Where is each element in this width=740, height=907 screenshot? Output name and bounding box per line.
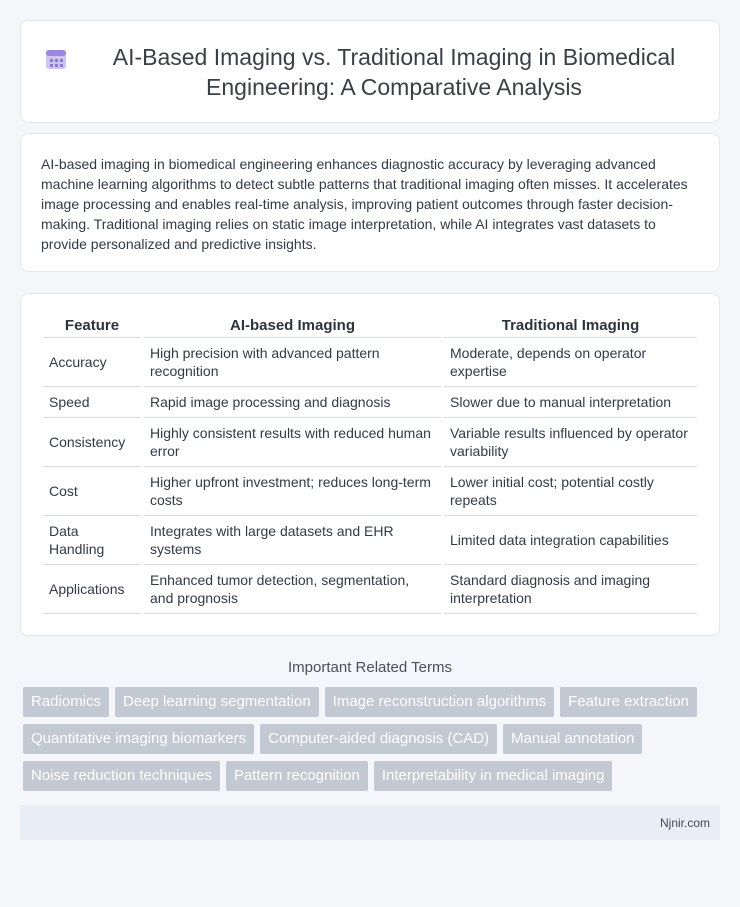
traditional-cell: Standard diagnosis and imaging interpretation <box>444 565 697 614</box>
feature-cell: Data Handling <box>43 516 141 565</box>
table-row <box>43 387 697 418</box>
table-row <box>43 418 697 467</box>
footer-site-link[interactable]: Njnir.com <box>659 815 710 830</box>
traditional-cell: Variable results influenced by operator variability <box>444 418 697 467</box>
term-tag[interactable]: Interpretability in medical imaging <box>374 761 613 791</box>
term-tag[interactable]: Pattern recognition <box>226 761 368 791</box>
feature-cell: Applications <box>43 565 141 614</box>
term-tag[interactable]: Quantitative imaging biomarkers <box>23 724 254 754</box>
related-terms-list <box>20 687 720 791</box>
traditional-cell: Lower initial cost; potential costly repeats <box>444 467 697 516</box>
ai-cell: Higher upfront investment; reduces long-term costs <box>144 467 441 516</box>
page-title: AI-Based Imaging vs. Traditional Imaging in Biomedical Engineering: A Comparative Analysis <box>112 43 676 100</box>
table-row <box>43 467 697 516</box>
traditional-cell: Limited data integration capabilities <box>444 516 697 565</box>
ai-cell: High precision with advanced pattern recognition <box>144 338 441 387</box>
ai-cell: Enhanced tumor detection, segmentation, and prognosis <box>144 565 441 614</box>
term-tag[interactable]: Manual annotation <box>503 724 642 754</box>
traditional-cell: Slower due to manual interpretation <box>444 387 697 418</box>
term-tag[interactable]: Radiomics <box>23 687 109 717</box>
calendar-icon <box>45 48 67 70</box>
term-tag[interactable]: Noise reduction techniques <box>23 761 220 791</box>
header-feature: Feature <box>43 316 141 338</box>
comparison-table-card <box>20 293 720 636</box>
table-row <box>43 516 697 565</box>
table-row <box>43 565 697 614</box>
ai-cell: Integrates with large datasets and EHR systems <box>144 516 441 565</box>
term-tag[interactable]: Feature extraction <box>560 687 697 717</box>
comparison-table <box>40 316 700 614</box>
ai-cell: Highly consistent results with reduced human error <box>144 418 441 467</box>
intro-card <box>20 133 720 272</box>
feature-cell: Consistency <box>43 418 141 467</box>
term-tag[interactable]: Image reconstruction algorithms <box>325 687 554 717</box>
intro-paragraph: AI-based imaging in biomedical engineering enhances diagnostic accuracy by leveraging advanced machine learning algorithms to detect subtle patterns that traditional imaging often misses. It accelerates image processing and enables real-time analysis, improving patient outcomes through faster decision-making. Traditional imaging relies on static image interpretation, while AI integrates vast datasets to provide personalized and predictive insights. <box>41 156 688 252</box>
header-traditional-imaging: Traditional Imaging <box>444 316 697 338</box>
traditional-cell: Moderate, depends on operator expertise <box>444 338 697 387</box>
header-ai-imaging: AI-based Imaging <box>144 316 441 338</box>
title-card <box>20 20 720 123</box>
table-row <box>43 338 697 387</box>
feature-cell: Speed <box>43 387 141 418</box>
ai-cell: Rapid image processing and diagnosis <box>144 387 441 418</box>
footer <box>20 805 720 840</box>
feature-cell: Accuracy <box>43 338 141 387</box>
term-tag[interactable]: Deep learning segmentation <box>115 687 319 717</box>
table-header-row <box>43 316 697 338</box>
term-tag[interactable]: Computer-aided diagnosis (CAD) <box>260 724 497 754</box>
feature-cell: Cost <box>43 467 141 516</box>
related-terms-heading: Important Related Terms <box>288 659 452 676</box>
